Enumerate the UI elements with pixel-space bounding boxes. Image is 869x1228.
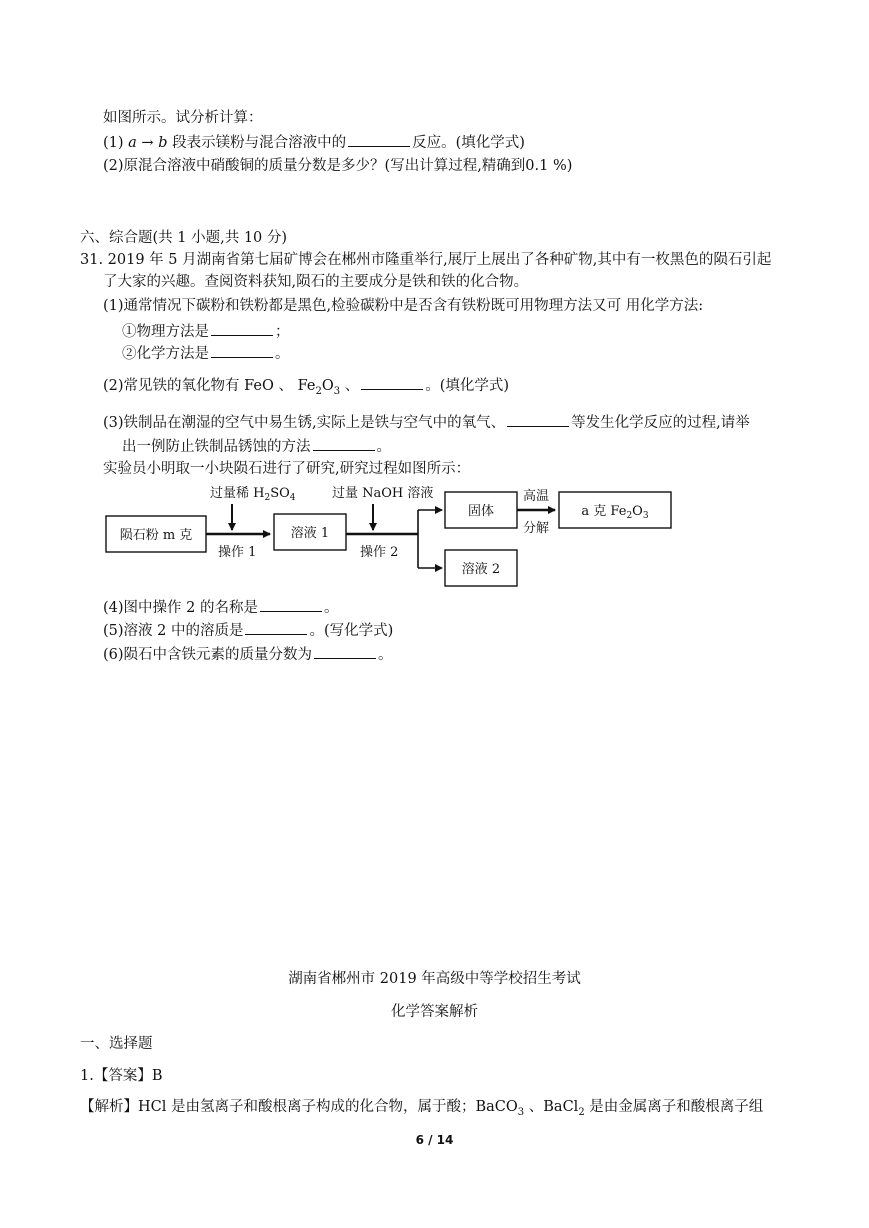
label: (6)陨石中含铁元素的质量分数为	[103, 647, 313, 663]
answer-blank[interactable]	[313, 436, 375, 451]
label: ②化学方法是	[122, 346, 209, 362]
subscript: 2	[315, 385, 322, 397]
q31-sub1b	[122, 343, 290, 364]
answer-blank[interactable]	[361, 375, 423, 390]
q30-part1-post: 反应。(填化学式)	[412, 135, 525, 151]
subscript: 2	[578, 1106, 585, 1118]
page-number: 6 / 14	[415, 1133, 454, 1147]
q30-part2: (2)原混合溶液中硝酸铜的质量分数是多少？(写出计算过程,精确到0.1 %)	[103, 158, 573, 174]
section-heading: 六、综合题(共 1 小题,共 10 分)	[80, 230, 288, 246]
label: 。(写化学式)	[309, 623, 394, 639]
process-flowchart	[100, 480, 680, 590]
box-solution1-label: 溶液 1	[290, 526, 330, 541]
label: 。(填化学式)	[425, 378, 510, 394]
op1-label: 操作 1	[218, 545, 257, 560]
q31-sub3-line1	[103, 412, 750, 433]
label: 、	[340, 378, 360, 394]
label: (5)溶液 2 中的溶质是	[103, 623, 244, 639]
q30-intro: 如图所示。试分析计算：	[103, 110, 263, 126]
label: 。	[378, 647, 393, 663]
label: 。	[323, 600, 339, 616]
q31-sub4	[103, 597, 338, 618]
label: ①物理方法是	[122, 324, 209, 340]
experiment-intro: 实验员小明取一小块陨石进行了研究,研究过程如图所示：	[103, 461, 471, 477]
answer-blank[interactable]	[260, 597, 322, 612]
q30-part1-mid: 段表示镁粉与混合溶液中的	[167, 135, 347, 151]
answer-blank[interactable]	[348, 132, 410, 147]
q31-sub6	[103, 644, 393, 665]
answer-blank[interactable]	[507, 412, 569, 427]
label: 【解析】HCl 是由氢离子和酸根离子构成的化合物，属于酸；BaCO	[80, 1099, 518, 1115]
label: (3)铁制品在潮湿的空气中易生锈,实际上是铁与空气中的氧气、	[103, 415, 506, 431]
label: O	[321, 378, 334, 394]
reagent2-label: 过量 NaOH 溶液	[332, 486, 434, 501]
q31-sub5	[103, 620, 393, 641]
q31-sub1: (1)通常情况下碳粉和铁粉都是黑色,检验碳粉中是否含有铁粉既可用物理方法又可 用化学方法:	[103, 298, 704, 314]
answer-item: 1.【答案】B	[80, 1068, 163, 1084]
answer-blank[interactable]	[211, 343, 273, 358]
label: 是由金属离子和酸根离子组	[584, 1099, 764, 1115]
label: 。	[376, 439, 391, 455]
q31-stem-line2: 了大家的兴趣。查阅资料获知,陨石的主要成分是铁和铁的化合物。	[103, 274, 529, 290]
label: (4)图中操作 2 的名称是	[103, 600, 258, 616]
reagent1-label: 过量稀 $H_2SO_4$	[210, 486, 296, 503]
analysis-text	[80, 1097, 763, 1123]
subscript: 3	[517, 1106, 525, 1118]
q31-sub1a	[122, 321, 290, 342]
condition-top: 高温	[522, 489, 550, 504]
answer-blank[interactable]	[314, 644, 376, 659]
q31-sub3-line2	[122, 436, 391, 457]
point-a: a	[128, 135, 137, 151]
label: 出一例防止铁制品锈蚀的方法	[122, 439, 311, 455]
answer-blank[interactable]	[211, 321, 273, 336]
answer-blank[interactable]	[245, 620, 307, 635]
q30-part1	[103, 132, 525, 153]
box-product-label: a 克 $Fe_2O_3$	[581, 504, 649, 521]
q31-stem-line1: 31. 2019 年 5 月湖南省第七届矿博会在郴州市隆重举行,展厅上展出了各种矿物,其中有一枚黑色的陨石引起	[80, 252, 772, 268]
answer-subtitle: 化学答案解析	[391, 1004, 478, 1020]
q30-part1-prefix: (1)	[103, 135, 129, 151]
box-solid-label: 固体	[467, 504, 495, 519]
point-b: b	[158, 135, 168, 151]
label: 等发生化学反应的过程,请举	[571, 415, 750, 431]
op2-label: 操作 2	[360, 545, 399, 560]
answer-title: 湖南省郴州市 2019 年高级中等学校招生考试	[288, 971, 581, 987]
subscript: 3	[333, 385, 341, 397]
box-start-label: 陨石粉 m 克	[119, 528, 193, 543]
punct: 。	[275, 346, 290, 362]
label: 、BaCl	[524, 1099, 579, 1115]
condition-bottom: 分解	[522, 521, 550, 536]
answer-section-heading: 一、选择题	[80, 1036, 153, 1052]
arrow-symbol: →	[141, 135, 154, 151]
punct: ；	[275, 324, 290, 340]
box-solution2-label: 溶液 2	[461, 562, 501, 577]
q31-sub2	[103, 375, 509, 402]
label: (2)常见铁的氧化物有 FeO 、 Fe	[103, 378, 316, 394]
